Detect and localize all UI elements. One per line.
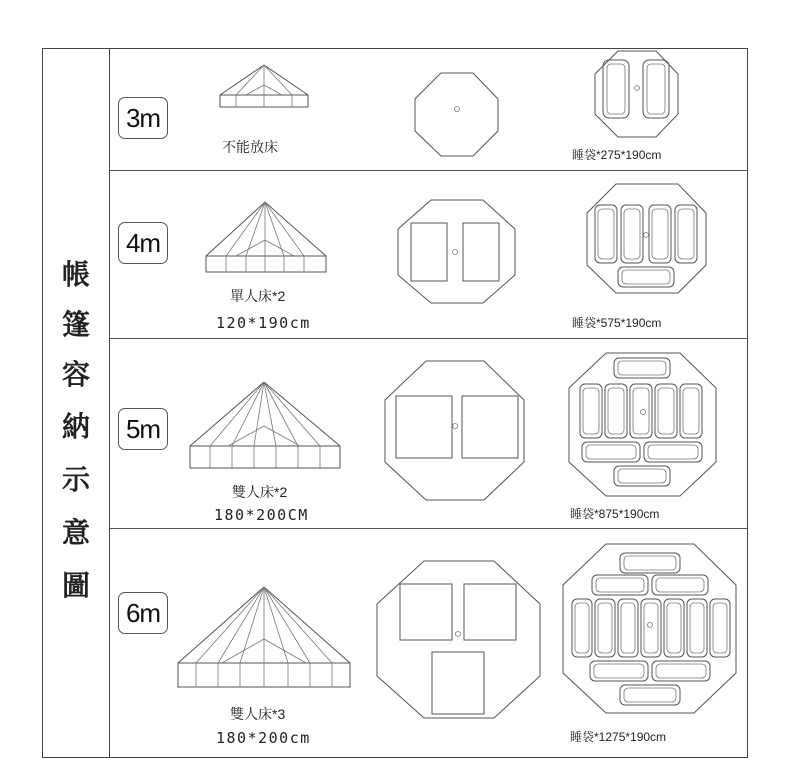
tent-floor-plan-sleeping-bag: [586, 183, 708, 295]
size-badge: 5m: [118, 408, 168, 450]
side-title-char: 示: [61, 463, 90, 496]
sleeping-bag-caption: 睡袋*1275*190cm: [570, 730, 667, 744]
side-title: [42, 48, 110, 758]
side-title-char: 帳: [61, 258, 90, 291]
tent-floor-plan-bed: [384, 360, 526, 502]
tent-side-view: [218, 62, 310, 112]
size-badge: 6m: [118, 592, 168, 634]
sleeping-bag-caption: 睡袋*275*190cm: [572, 148, 662, 162]
bed-caption: 不能放床: [222, 139, 278, 155]
tent-floor-plan-bed: [397, 199, 517, 305]
sleeping-bag-caption: 睡袋*875*190cm: [570, 507, 660, 521]
bed-dimensions: 120*190cm: [216, 314, 311, 332]
size-badge: 4m: [118, 222, 168, 264]
tent-floor-plan-sleeping-bag: [568, 352, 718, 498]
tent-floor-plan-sleeping-bag: [562, 543, 738, 715]
bed-caption: 雙人床*2: [232, 484, 288, 500]
size-badge: 3m: [118, 97, 168, 139]
tent-side-view: [188, 380, 342, 472]
side-title-char: 容: [61, 358, 90, 391]
tent-floor-plan-sleeping-bag: [594, 50, 680, 138]
bed-caption: 雙人床*3: [230, 706, 286, 722]
side-title-char: 圖: [61, 569, 90, 602]
tent-side-view: [204, 200, 328, 276]
side-title-char: 意: [61, 516, 90, 549]
sleeping-bag-caption: 睡袋*575*190cm: [572, 316, 662, 330]
bed-caption: 單人床*2: [230, 288, 286, 304]
bed-dimensions: 180*200CM: [214, 506, 309, 524]
tent-floor-plan-bed: [376, 560, 542, 720]
tent-floor-plan-bed: [414, 72, 500, 158]
side-title-char: 納: [61, 410, 90, 443]
side-title-char: 篷: [61, 308, 90, 341]
bed-dimensions: 180*200cm: [216, 729, 311, 747]
tent-side-view: [176, 585, 352, 691]
